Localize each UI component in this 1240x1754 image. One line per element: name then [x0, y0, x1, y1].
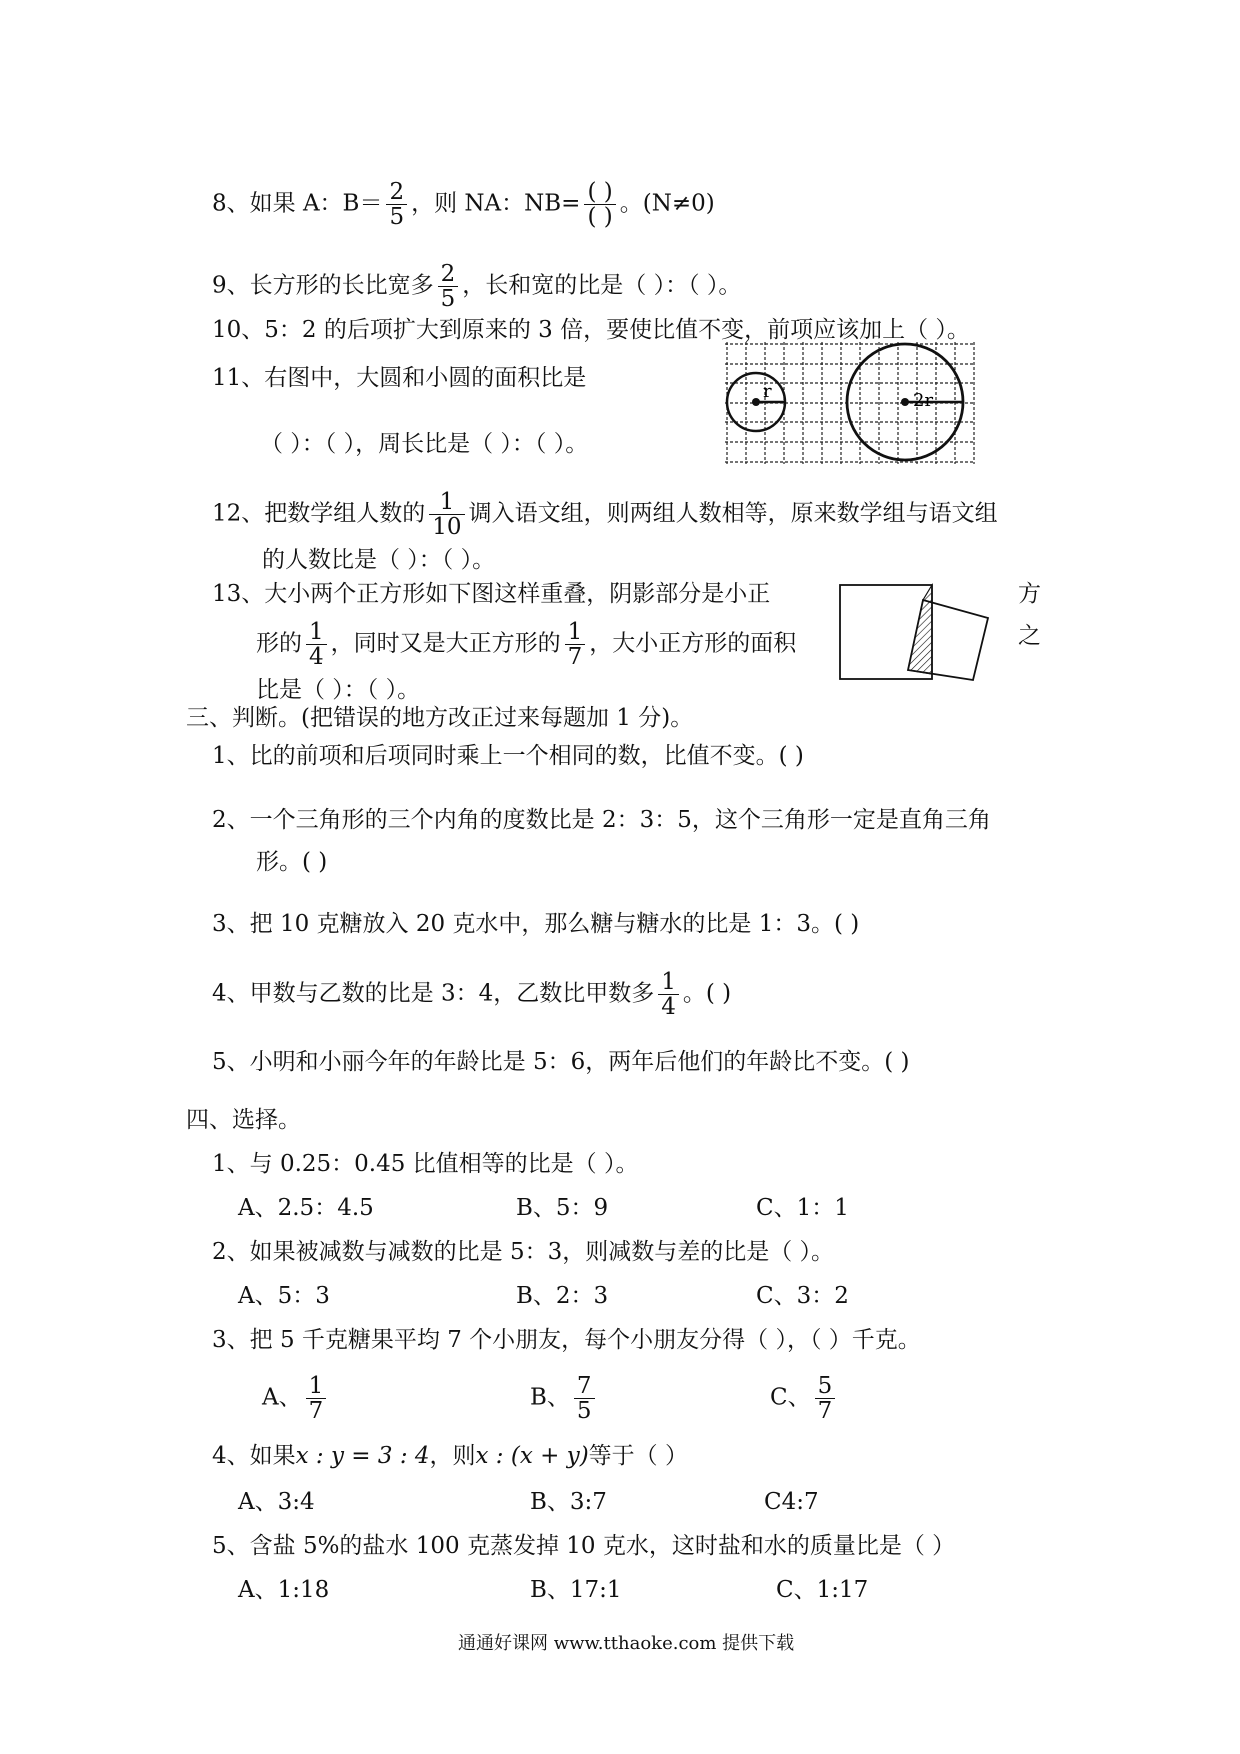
footer-text: 通通好课网 www.tthaoke.com 提供下载: [458, 1633, 795, 1654]
choice-4-stem: [212, 1442, 688, 1470]
choice-3-a: [262, 1374, 330, 1423]
choice-4-expr2: x : (x + y): [475, 1443, 589, 1469]
question-13-right-char2: 之: [1018, 623, 1041, 649]
judge-4-frac-den: 4: [661, 994, 676, 1020]
choice-3-b-den: 5: [576, 1398, 592, 1424]
choice-3-b-fraction: [574, 1374, 595, 1423]
q13-fraction-1: [306, 620, 327, 669]
q12-suffix: 调入语文组，则两组人数相等，原来数学组与语文组: [468, 500, 998, 527]
question-11-line2: （ ）：（ ），周长比是（ ）：（ ）。: [260, 431, 589, 457]
q13-l2a: 形的: [256, 630, 302, 657]
q8-frac-den: 5: [389, 204, 405, 230]
choice-1-stem: 1、与 0.25：0.45 比值相等的比是（ ）。: [212, 1151, 639, 1177]
judge-4-fraction: [658, 970, 679, 1019]
choice-3-stem: 3、把 5 千克糖果平均 7 个小朋友，每个小朋友分得（ ），（ ）千克。: [212, 1327, 921, 1353]
choice-3-a-num: 1: [306, 1374, 327, 1399]
choice-3-c: [770, 1374, 839, 1423]
judge-4-suffix: 。( ): [682, 980, 732, 1007]
question-12-line1: [212, 490, 998, 539]
judge-item-5: 5、小明和小丽今年的年龄比是 5：6，两年后他们的年龄比不变。( ): [212, 1049, 910, 1075]
choice-3-c-label: C、: [770, 1384, 811, 1411]
section-4-title: 四、选择。: [186, 1107, 301, 1133]
big-circle-label: 2r: [913, 390, 934, 411]
q12-frac-num: 1: [429, 490, 464, 515]
question-13-line3: 比是（ ）：（ ）。: [256, 677, 421, 703]
small-circle-label: r: [763, 381, 772, 402]
choice-3-c-num: 5: [815, 1374, 836, 1399]
q9-frac-num: 2: [438, 262, 459, 287]
judge-item-3: 3、把 10 克糖放入 20 克水中，那么糖与糖水的比是 1：3。( ): [212, 911, 860, 937]
choice-3-a-label: A、: [262, 1384, 302, 1411]
q8-suffix: 。(N≠0): [619, 190, 715, 217]
judge-item-2-cont: 形。( ): [256, 849, 328, 875]
choice-2-stem: 2、如果被减数与减数的比是 5：3，则减数与差的比是（ ）。: [212, 1239, 835, 1265]
choice-5-a: A、1:18: [238, 1577, 330, 1603]
q13-l2c: ，大小正方形的面积: [589, 630, 797, 657]
choice-3-b-num: 7: [574, 1374, 595, 1399]
question-13-line1: 13、大小两个正方形如下图这样重叠，阴影部分是小正: [212, 581, 771, 607]
choice-1-a: A、2.5：4.5: [238, 1195, 374, 1221]
choice-4-a: A、3:4: [238, 1489, 315, 1515]
q9-frac-den: 5: [440, 286, 456, 312]
choice-5-c: C、1:17: [776, 1577, 869, 1603]
question-11-line1: 11、右图中，大圆和小圆的面积比是: [212, 365, 587, 391]
q9-suffix: ，长和宽的比是（ ）：（ ）。: [462, 272, 742, 299]
shaded-region: [908, 585, 932, 674]
choice-3-b: [530, 1374, 599, 1423]
overlapping-squares-figure: [838, 580, 1008, 684]
choice-3-b-label: B、: [530, 1384, 570, 1411]
q13-f2-num: 1: [565, 620, 586, 645]
choice-2-b: B、2：3: [516, 1283, 609, 1309]
q12-frac-den: 10: [432, 514, 462, 540]
judge-4-prefix: 4、甲数与乙数的比是 3：4，乙数比甲数多: [212, 980, 655, 1007]
q9-prefix: 9、长方形的长比宽多: [212, 272, 434, 299]
choice-5-b: B、17:1: [530, 1577, 622, 1603]
judge-item-4: [212, 970, 731, 1019]
q9-fraction: [438, 262, 459, 311]
judge-4-frac-num: 1: [658, 970, 679, 995]
q8-prefix: 8、如果 A：B＝: [212, 190, 383, 217]
judge-item-2: 2、一个三角形的三个内角的度数比是 2：3：5，这个三角形一定是直角三角: [212, 807, 991, 833]
question-8: [212, 180, 715, 229]
q13-fraction-2: [565, 620, 586, 669]
choice-4-b: B、3:7: [530, 1489, 607, 1515]
choice-2-a: A、5：3: [238, 1283, 330, 1309]
question-13-right-char1: 方: [1018, 581, 1041, 607]
q13-f1-num: 1: [306, 620, 327, 645]
choice-5-stem: 5、含盐 5%的盐水 100 克蒸发掉 10 克水，这时盐和水的质量比是（ ）: [212, 1533, 956, 1559]
choice-1-b: B、5：9: [516, 1195, 609, 1221]
choice-2-c: C、3：2: [756, 1283, 849, 1309]
choice-4-stem-a: 4、如果: [212, 1443, 296, 1469]
question-9: [212, 262, 741, 311]
q13-f1-den: 4: [309, 644, 324, 670]
q8-frac-num: 2: [386, 180, 407, 205]
choice-3-c-fraction: [815, 1374, 836, 1423]
choice-3-a-den: 7: [308, 1398, 324, 1424]
choice-3-a-fraction: [306, 1374, 327, 1423]
section-3-title: 三、判断。(把错误的地方改正过来每题加 1 分)。: [186, 705, 694, 731]
question-10: 10、5：2 的后项扩大到原来的 3 倍，要使比值不变，前项应该加上（ ）。: [212, 317, 970, 343]
judge-item-1: 1、比的前项和后项同时乘上一个相同的数，比值不变。( ): [212, 743, 804, 769]
q13-f2-den: 7: [567, 644, 583, 670]
q12-prefix: 12、把数学组人数的: [212, 500, 426, 527]
choice-3-c-den: 7: [817, 1398, 833, 1424]
q8-blank-num: ( ): [584, 180, 615, 205]
q13-l2b: ，同时又是大正方形的: [330, 630, 561, 657]
q8-fraction: [386, 180, 407, 229]
circles-grid-figure: [725, 342, 977, 464]
question-12-line2: 的人数比是（ ）：（ ）。: [262, 547, 496, 573]
choice-4-c: C4:7: [764, 1489, 819, 1515]
q12-fraction: [429, 490, 464, 539]
question-13-line2: [256, 620, 796, 669]
choice-4-stem-b: ，则: [429, 1443, 476, 1469]
q8-mid: ，则 NA：NB=: [411, 190, 581, 217]
choice-4-stem-c: 等于（ ）: [588, 1443, 688, 1469]
q8-blank-fraction: [584, 180, 615, 229]
choice-1-c: C、1：1: [756, 1195, 849, 1221]
choice-4-expr1: x : y = 3 : 4: [295, 1443, 430, 1469]
q8-blank-den: ( ): [587, 204, 613, 230]
